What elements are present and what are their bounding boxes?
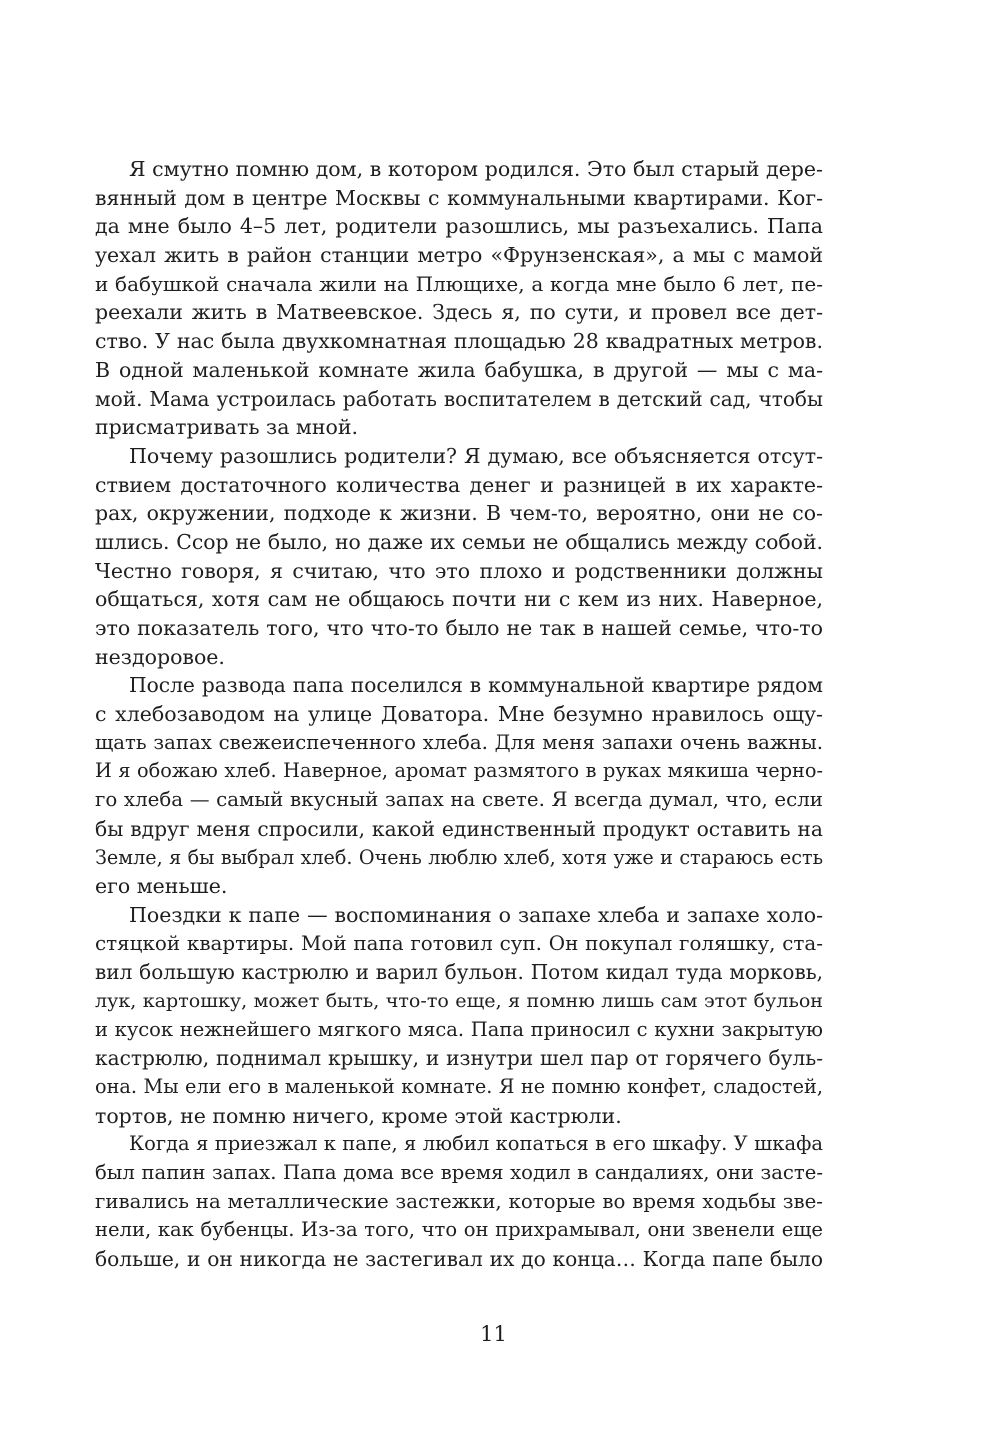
- text-line: вил большую кастрюлю и варил бульон. Потом кидал туда морковь,: [95, 960, 823, 985]
- text-line: лук, картошку, может быть, что-то еще, я помню лишь сам этот бульон: [95, 989, 823, 1012]
- text-line: шлись. Ссор не было, но даже их семьи не общались между собой.: [95, 529, 823, 554]
- paragraph: [95, 1130, 823, 1273]
- text-line: был папин запах. Папа дома все время ходил в сандалиях, они засте-: [95, 1161, 823, 1185]
- paragraph: [95, 442, 823, 672]
- text-line: его меньше.: [95, 874, 228, 899]
- text-line: ство. У нас была двухкомнатная площадью 28 квадратных метров.: [95, 329, 823, 354]
- page-number: 11: [480, 1322, 507, 1346]
- text-line: это показатель того, что что-то было не так в нашей семье, что-то: [95, 616, 823, 640]
- paragraph: [95, 671, 823, 901]
- text-line: кастрюлю, поднимал крышку, и изнутри шел пар от горячего буль-: [95, 1046, 823, 1071]
- text-line: и кусок нежнейшего мягкого мяса. Папа приносил с кухни закрытую: [95, 1017, 823, 1041]
- text-line: нездоровое.: [95, 644, 225, 669]
- text-line: рах, окружении, подходе к жизни. В чем-то, вероятно, они не со-: [95, 501, 823, 526]
- text-line: бы вдруг меня спросили, какой единственный продукт оставить на: [95, 816, 823, 841]
- text-line: Честно говоря, я считаю, что это плохо и родственники должны: [95, 558, 823, 583]
- text-line: щать запах свежеиспеченного хлеба. Для меня запахи очень важны.: [95, 730, 823, 754]
- text-line: тортов, не помню ничего, кроме этой кастрюли.: [95, 1103, 622, 1128]
- text-line: больше, и он никогда не застегивал их до конца… Когда папе было: [95, 1247, 823, 1272]
- text-line: После развода папа поселился в коммунальной квартире рядом: [129, 673, 823, 698]
- paragraph: [95, 901, 823, 1131]
- text-line: Когда я приезжал к папе, я любил копаться в его шкафу. У шкафа: [129, 1132, 823, 1156]
- text-line: реехали жить в Матвеевское. Здесь я, по сути, и провел все дет-: [95, 300, 823, 325]
- text-line: с хлебозаводом на улице Доватора. Мне безумно нравилось ощу-: [95, 702, 823, 727]
- text-line: общаться, хотя сам не общаюсь почти ни с кем из них. Наверное,: [95, 587, 823, 612]
- text-line: уехал жить в район станции метро «Фрунзенская», а мы с мамой: [95, 243, 823, 268]
- text-line: мой. Мама устроилась работать воспитателем в детский сад, чтобы: [95, 386, 823, 411]
- text-line: Я смутно помню дом, в котором родился. Это был старый дере-: [129, 157, 823, 181]
- text-line: ствием достаточного количества денег и разницей в их характе-: [95, 472, 823, 497]
- text-line: стяцкой квартиры. Мой папа готовил суп. Он покупал голяшку, ста-: [95, 931, 823, 955]
- text-line: го хлеба — самый вкусный запах на свете. Я всегда думал, что, если: [95, 788, 823, 812]
- text-line: и бабушкой сначала жили на Плющихе, а когда мне было 6 лет, пе-: [95, 271, 823, 296]
- text-line: Почему разошлись родители? Я думаю, все объясняется отсут-: [129, 443, 823, 468]
- text-line: гивались на металлические застежки, которые во время ходьбы зве-: [95, 1189, 823, 1213]
- paragraph: [95, 155, 823, 442]
- text-line: она. Мы ели его в маленькой комнате. Я не помню конфет, сладостей,: [95, 1075, 823, 1098]
- text-line: нели, как бубенцы. Из-за того, что он прихрамывал, они звенели еще: [95, 1218, 823, 1242]
- text-line: И я обожаю хлеб. Наверное, аромат размятого в руках мякиша черно-: [95, 759, 823, 783]
- text-line: присматривать за мной.: [95, 415, 359, 440]
- text-line: В одной маленькой комнате жила бабушка, в другой — мы с ма-: [95, 357, 823, 382]
- text-line: Поездки к папе — воспоминания о запахе хлеба и запахе холо-: [129, 902, 823, 927]
- text-line: вянный дом в центре Москвы с коммунальными квартирами. Ког-: [95, 185, 823, 210]
- body-text: [95, 155, 823, 1274]
- text-line: Земле, я бы выбрал хлеб. Очень люблю хлеб, хотя уже и стараюсь есть: [95, 845, 823, 869]
- text-line: да мне было 4–5 лет, родители разошлись, мы разъехались. Папа: [95, 214, 823, 239]
